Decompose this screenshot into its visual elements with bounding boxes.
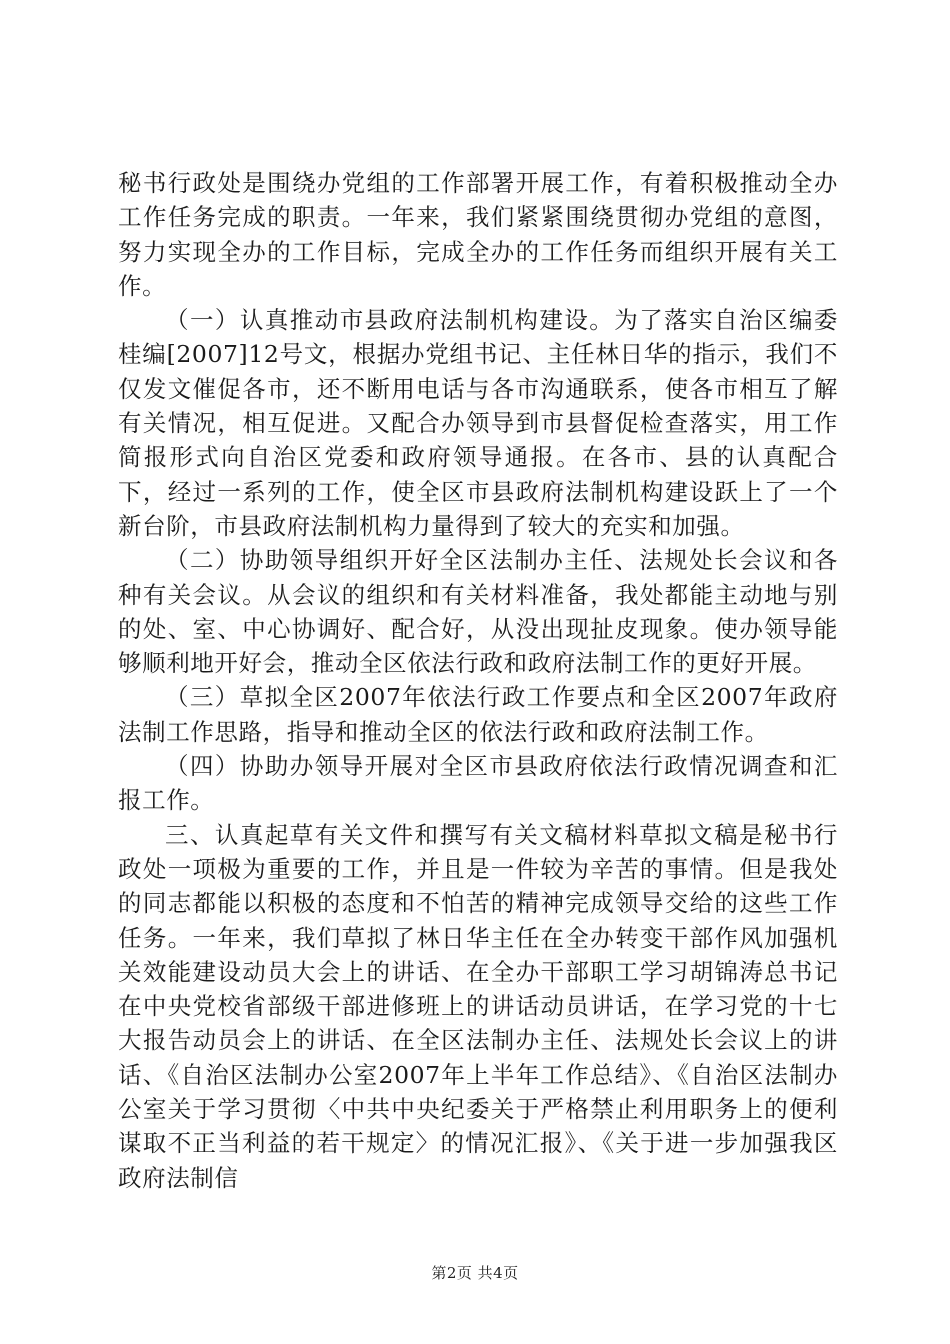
- paragraph-item-2: （二）协助领导组织开好全区法制办主任、法规处长会议和各种有关会议。从会议的组织和有关材料准备，我处都能主动地与别的处、室、中心协调好、配合好，从没出现扯皮现象。使办领导能够顺利地开好会，推动全区依法行政和政府法制工作的更好开展。: [118, 546, 838, 678]
- paragraph-intro: 秘书行政处是围绕办党组的工作部署开展工作，有着积极推动全办工作任务完成的职责。一年来，我们紧紧围绕贯彻办党组的意图，努力实现全办的工作目标，完成全办的工作任务而组织开展有关工作。: [118, 169, 838, 300]
- paragraph-item-1: （一）认真推动市县政府法制机构建设。为了落实自治区编委桂编[2007]12号文，根据办党组书记、主任林日华的指示，我们不仅发文催促各市，还不断用电话与各市沟通联系，使各市相互了解有关情况，相互促进。又配合办领导到市县督促检查落实，用工作简报形式向自治区党委和政府领导通报。在各市、县的认真配合下，经过一系列的工作，使全区市县政府法制机构建设跃上了一个新台阶，市县政府法制机构力量得到了较大的充实和加强。: [118, 306, 838, 540]
- page-number-footer: 第2页 共4页: [431, 1264, 519, 1282]
- document-body: [118, 166, 838, 1195]
- paragraph-item-4: （四）协助办领导开展对全区市县政府依法行政情况调查和汇报工作。: [118, 752, 838, 815]
- paragraph-section-3: 三、认真起草有关文件和撰写有关文稿材料草拟文稿是秘书行政处一项极为重要的工作，并且是一件较为辛苦的事情。但是我处的同志都能以积极的态度和不怕苦的精神完成领导交给的这些工作任务。一年来，我们草拟了林日华主任在全办转变干部作风加强机关效能建设动员大会上的讲话、在全办干部职工学习胡锦涛总书记在中央党校省部级干部进修班上的讲话动员讲话，在学习党的十七大报告动员会上的讲话、在全区法制办主任、法规处长会议上的讲话、《自治区法制办公室2007年上半年工作总结》、《自治区法制办公室关于学习贯彻〈中共中央纪委关于严格禁止利用职务上的便利谋取不正当利益的若干规定〉的情况汇报》、《关于进一步加强我区政府法制信: [118, 820, 838, 1192]
- paragraph-item-3: （三）草拟全区2007年依法行政工作要点和全区2007年政府法制工作思路，指导和推动全区的依法行政和政府法制工作。: [118, 683, 838, 746]
